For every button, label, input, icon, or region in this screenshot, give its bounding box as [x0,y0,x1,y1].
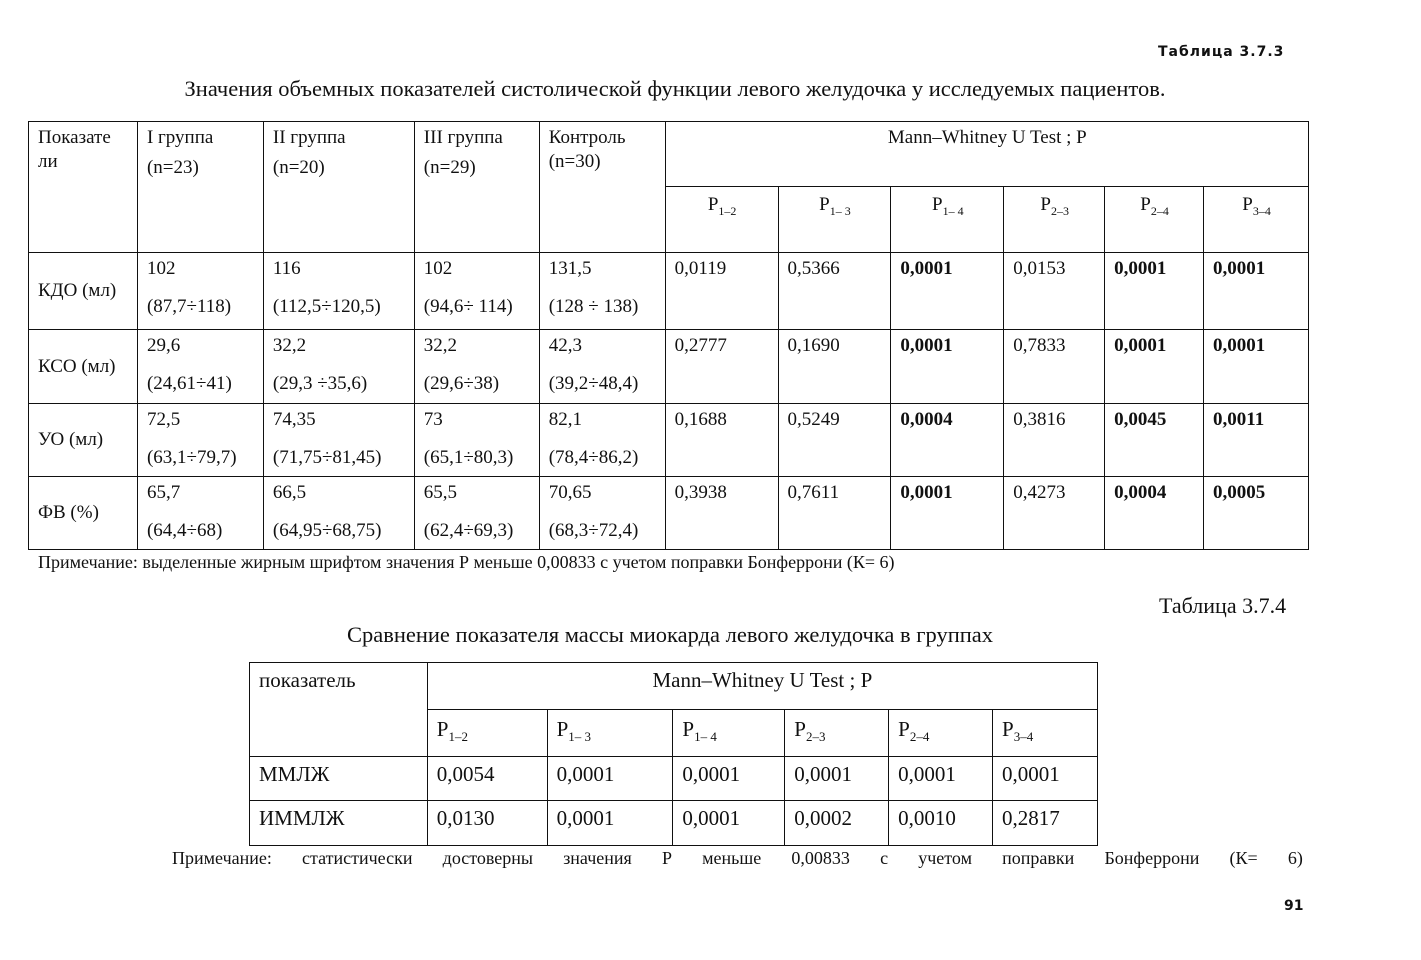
table-row: ММЛЖ 0,0054 0,0001 0,0001 0,0001 0,0001 0,0001 [250,757,1098,801]
data-table-systolic [28,121,1309,550]
table-row: КСО (мл) 29,6 (24,61÷41) 32,2 (29,3 ÷35,6) 32,2 (29,6÷38) 42,3 (39,2÷48,4) 0,2777 0,1690 0,0001 0,7833 0,0001 0,0001 [29,330,1309,404]
header-p24: $P_{2-4}$ [889,710,993,757]
table-note: Примечание: выделенные жирным шрифтом значения Р меньше 0,00833 с учетом поправки Бонферрони (К= 6) [38,552,895,572]
table-row: ИММЛЖ 0,0130 0,0001 0,0001 0,0002 0,0010 0,2817 [250,801,1098,846]
header-test: Mann–Whitney U Test ; P [665,122,1308,187]
table-note: Примечание: статистически достоверны значения Р меньше 0,00833 с учетом поправки Бонферрони (К= 6) [172,848,1303,868]
header-p34: $P_{3-4}$ [1204,187,1309,253]
header-p24: $P_{2-4}$ [1105,187,1204,253]
header-p13: $P_{1- 3}$ [778,187,891,253]
page-number: 91 [1284,898,1304,914]
header-p14: $P_{1- 4}$ [891,187,1004,253]
header-group-1: I группа (n=23) [137,122,263,253]
header-p12: $P_{1-2}$ [427,710,547,757]
header-p34: $P_{3-4}$ [993,710,1098,757]
header-group-3: III группа (n=29) [414,122,539,253]
header-indicator: показатель [250,663,428,757]
header-group-2: II группа (n=20) [263,122,414,253]
header-control: Контроль (n=30) [539,122,665,253]
table-title: Значения объемных показателей систолической функции левого желудочка у исследуемых пациентов. [184,76,1166,101]
data-table-myocardial-mass [249,662,1098,846]
table-row: КДО (мл) 102 (87,7÷118) 116 (112,5÷120,5) 102 (94,6÷ 114) 131,5 (128 ÷ 138) 0,0119 0,5366 0,0001 0,0153 0,0001 0,0001 [29,253,1309,330]
header-indicator: Показате ли [29,122,138,253]
table-row: УО (мл) 72,5 (63,1÷79,7) 74,35 (71,75÷81,45) 73 (65,1÷80,3) 82,1 (78,4÷86,2) 0,1688 0,5249 0,0004 0,3816 0,0045 0,0011 [29,404,1309,477]
header-p23: $P_{2-3}$ [785,710,889,757]
header-p13: $P_{1- 3}$ [547,710,673,757]
table-label: Таблица 3.7.4 [1159,593,1287,618]
table-row: ФВ (%) 65,7 (64,4÷68) 66,5 (64,95÷68,75) 65,5 (62,4÷69,3) 70,65 (68,3÷72,4) 0,3938 0,7611 0,0001 0,4273 0,0004 0,0005 [29,477,1309,550]
table-label: Таблица 3.7.3 [1158,44,1285,60]
table-title: Сравнение показателя массы миокарда левого желудочка в группах [346,622,994,647]
header-p23: $P_{2-3}$ [1004,187,1105,253]
header-p14: $P_{1- 4}$ [673,710,785,757]
header-p12: $P_{1-2}$ [665,187,778,253]
header-test: Mann–Whitney U Test ; P [427,663,1097,710]
